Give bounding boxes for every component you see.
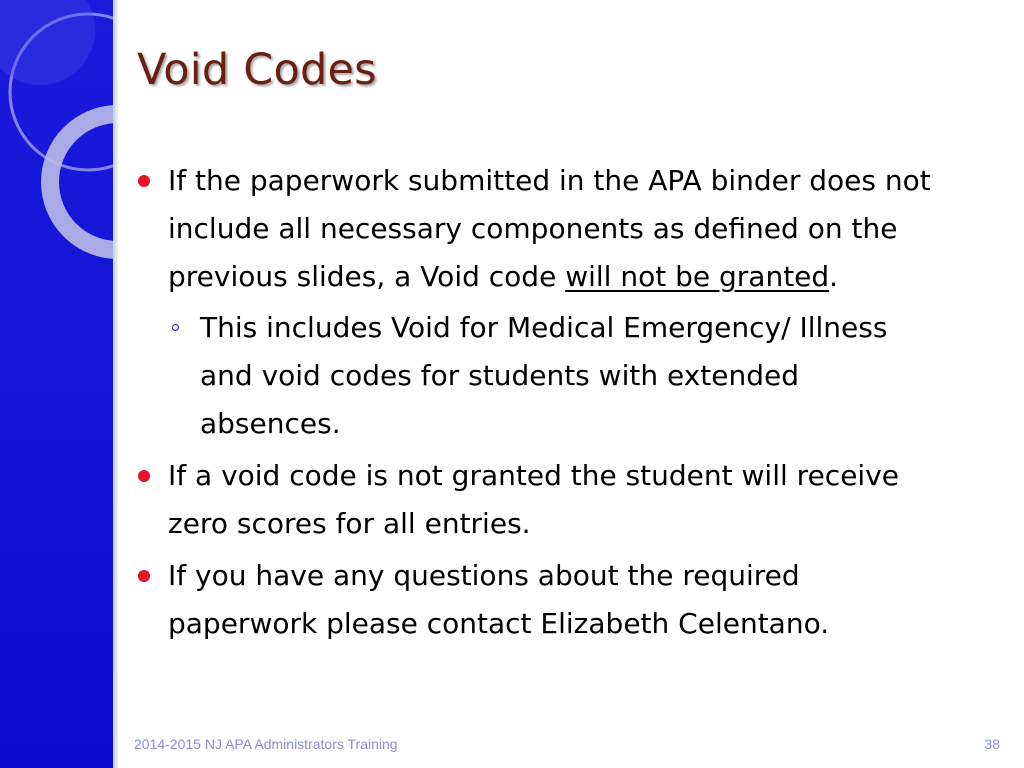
bullet-icon [138, 470, 150, 482]
decorative-rings [0, 0, 113, 768]
sub-bullet-item [168, 304, 936, 448]
sub-bullet-text: This includes Void for Medical Emergency/ Illness and void codes for students with extended absences. [200, 311, 888, 440]
slide-body [136, 157, 936, 648]
bullet-item [136, 552, 936, 648]
slide-title: Void Codes [137, 45, 377, 95]
sidebar-band [0, 0, 113, 768]
bullet-text: If a void code is not granted the student will receive zero scores for all entries. [168, 459, 899, 540]
bullet-text: If the paperwork submitted in the APA binder does not include all necessary components as defined on the previous slides, a Void code [168, 164, 931, 293]
ring-fill [0, 0, 95, 85]
underlined-text: will not be granted [565, 260, 830, 293]
bullet-item [136, 452, 936, 548]
bullet-icon [138, 570, 150, 582]
page-number: 38 [984, 736, 1000, 752]
thick-ring [50, 114, 113, 250]
bullet-text: If you have any questions about the required paperwork please contact Elizabeth Celentano. [168, 559, 830, 640]
sub-bullet-icon [172, 324, 179, 331]
bullet-icon [138, 175, 150, 187]
bullet-text-end: . [829, 260, 839, 293]
bullet-item [136, 157, 936, 301]
sidebar-edge [113, 0, 118, 768]
slide-footer: 2014-2015 NJ APA Administrators Training [134, 736, 398, 752]
